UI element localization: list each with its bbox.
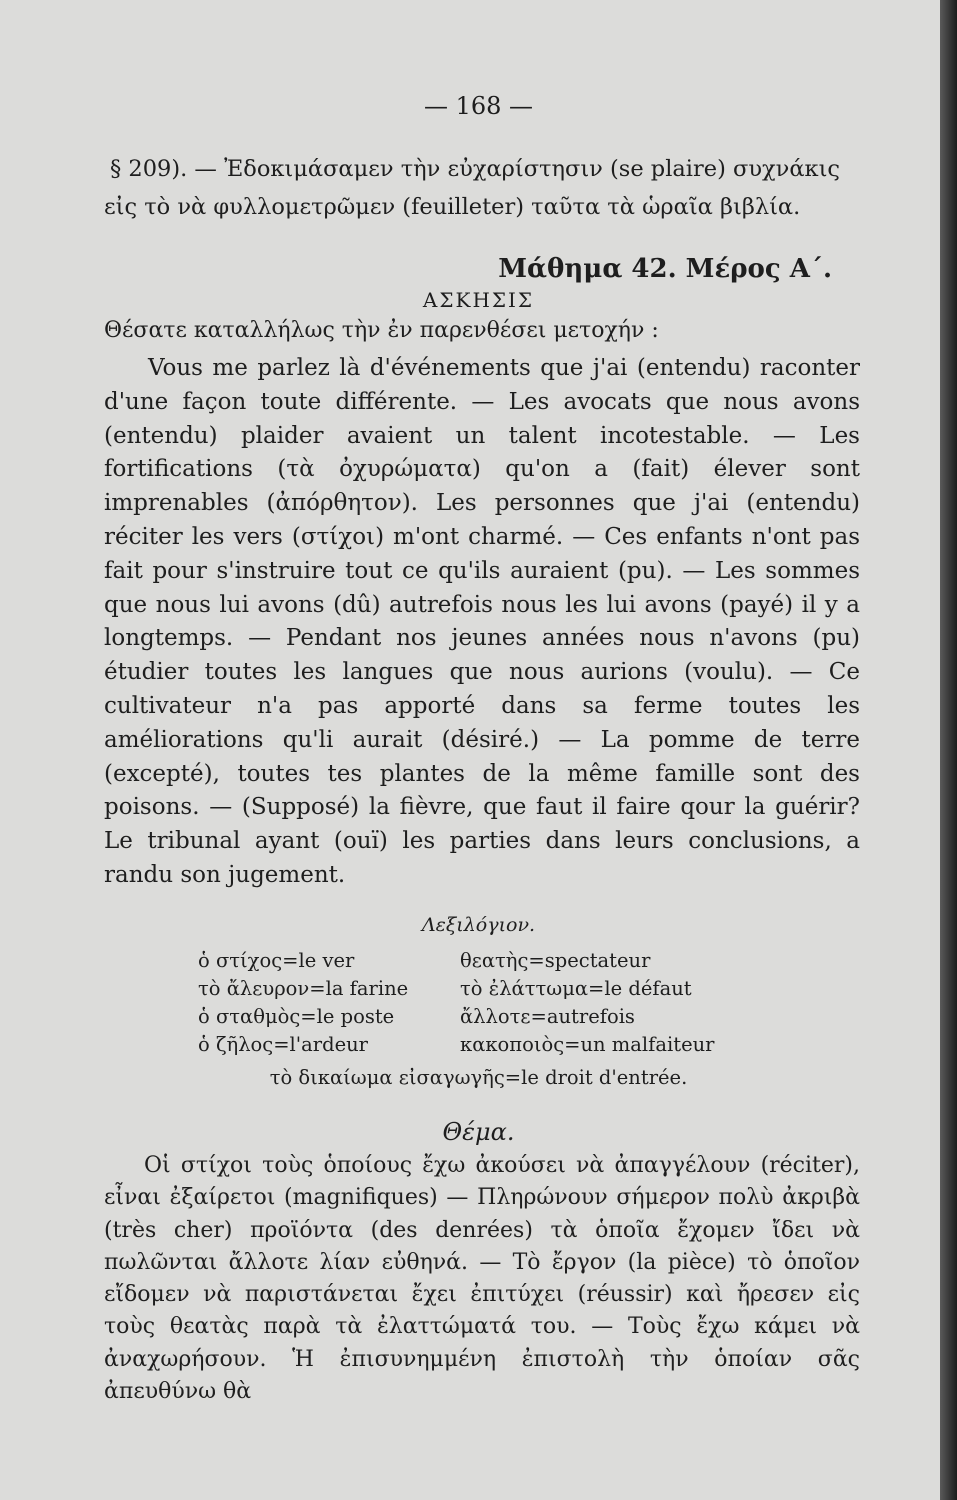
lesson-title: Μάθημα 42. Μέρος Α΄. <box>498 254 832 284</box>
vocab-entry-last: τὸ δικαίωμα εἰσαγωγῆς=le droit d'entrée. <box>269 1066 688 1089</box>
vocab-entry: ὁ σταθμὸς=le poste <box>198 1005 395 1028</box>
theme-title: Θέμα. <box>442 1118 515 1146</box>
paragraph-209: § 209). — Ἐδοκιμάσαμεν τὴν εὐχαρίστησιν (se plaire) συχνάκις εἰς τὸ νὰ φυλλομετρῶμεν (feuilleter) ταῦτα τὰ ὡραῖα βιβλία. <box>104 156 841 220</box>
section-title: ΑΣΚΗΣΙΣ <box>422 288 535 312</box>
vocab-entry: ὁ ζῆλος=l'ardeur <box>198 1033 368 1056</box>
theme-text: Οἱ στίχοι τοὺς ὁποίους ἔχω ἀκούσει νὰ ἀπαγγέλουν (réciter), εἶναι ἐξαίρετοι (magnifiques) — Πληρώνουν σήμερον πολὺ ἀκριβὰ (très cher) προϊόντα (des denrées) τὰ ὁποῖα ἔχομεν ἴδει νὰ πωλῶνται ἄλλοτε λίαν εὐθηνά. — Τὸ ἔργον (la pièce) τὸ ὁποῖον εἴδομεν νὰ παριστάνεται ἔχει ἐπιτύχει (réussir) καὶ ἤρεσεν εἰς τοὺς θεατὰς παρὰ τὰ ἐλαττώματά του. — Τοὺς ἔχω κάμει νὰ ἀναχωρήσουν. Ἡ ἐπισυνημμένη ἐπιστολὴ τὴν ὁποίαν σᾶς ἀπευθύνω θὰ <box>104 1153 860 1405</box>
vocab-entry: ὁ στίχος=le ver <box>198 949 355 972</box>
vocabulary-list <box>198 948 760 1058</box>
vocab-entry: θεατὴς=spectateur <box>460 949 651 972</box>
vocab-entry: τὸ ἐλάττωμα=le défaut <box>460 977 692 1000</box>
page-edge <box>940 0 957 1500</box>
vocab-entry: κακοποιὸς=un malfaiteur <box>460 1033 715 1056</box>
vocab-entry: τὸ ἄλευρον=la farine <box>198 977 409 1000</box>
exercise-text: Vous me parlez là d'événements que j'ai (entendu) raconter d'une façon toute différente. — Les avocats que nous avons (entendu) plaider avaient un talent incotestable. — Les fortifications (τὰ ὀχυρώματα) qu'on a (fait) élever sont imprenables (ἀπόρθητον). Les personnes que j'ai (entendu) réciter les vers (στίχοι) m'ont charmé. — Ces enfants n'ont pas fait pour s'instruire tout ce qu'ils auraient (pu). — Les sommes que nous lui avons (dû) autrefois nous les lui avons (payé) il y a longtemps. — Pendant nos jeunes années nous n'avons (pu) étudier toutes les langues que nous aurions (voulu). — Ce cultivateur n'a pas apporté dans sa ferme toutes les améliorations qu'li aurait (désiré.) — La pomme de terre (excepté), toutes tes plantes de la même famille sont des poisons. — (Supposé) la fièvre, que faut il faire qour la guérir? Le tribunal ayant (ouï) les parties dans leurs conclusions, a randu son jugement. <box>104 355 860 888</box>
vocabulary-title: Λεξιλόγιον. <box>421 914 536 936</box>
page-number: — 168 — <box>423 92 534 120</box>
exercise-instruction: Θέσατε καταλλήλως τὴν ἐν παρενθέσει μετοχήν : <box>104 318 659 343</box>
vocab-entry: ἄλλοτε=autrefois <box>460 1005 635 1028</box>
